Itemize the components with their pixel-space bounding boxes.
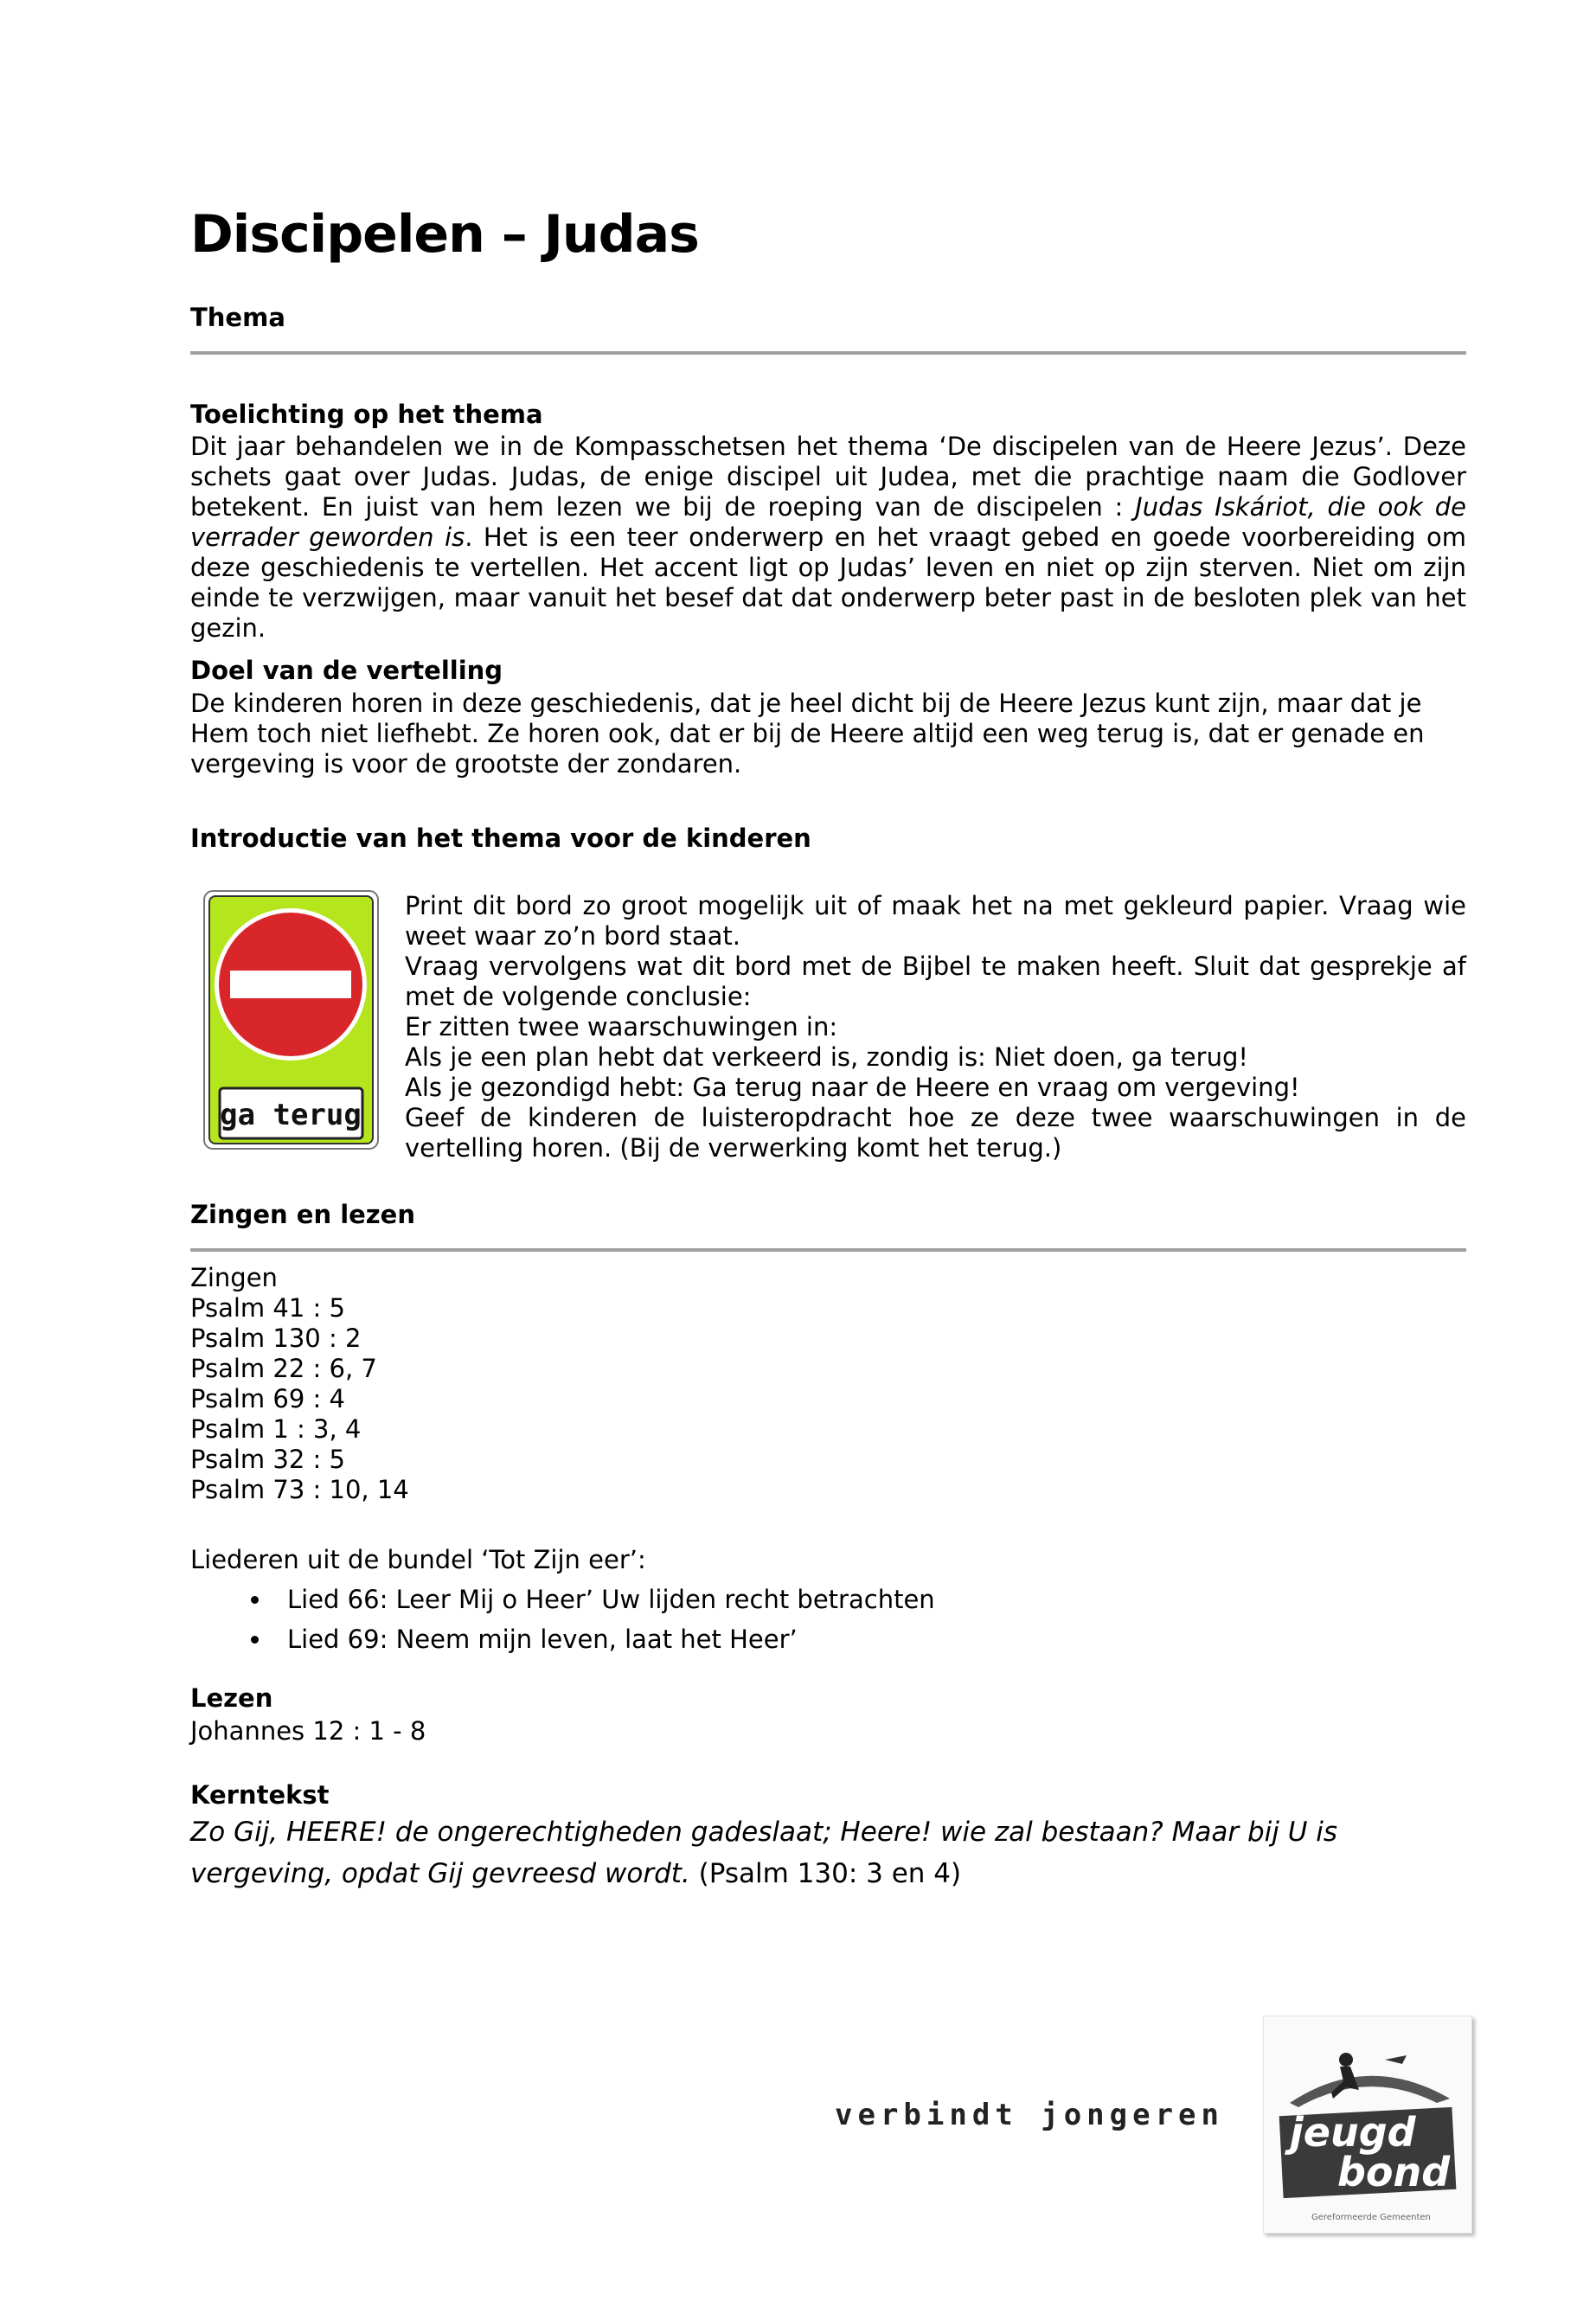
doel-text: De kinderen horen in deze geschiedenis, dat je heel dicht bij de Heere Jezus kunt zijn, maar dat je Hem toch niet liefhebt. Ze horen ook, dat er bij de Heere altijd een weg terug is, dat er genade en vergeving is voor de grootste der zondaren.	[190, 689, 1425, 779]
introductie-heading: Introductie van het thema voor de kinderen	[190, 824, 811, 853]
psalm-item: Psalm 1 : 3, 4	[190, 1414, 362, 1444]
toelichting-heading: Toelichting op het thema	[190, 400, 543, 429]
no-entry-sign-image	[202, 889, 380, 1150]
introductie-line: Print dit bord zo groot mogelijk uit of maak het na met gekleurd papier. Vraag wie weet waar zo’n bord staat.	[405, 891, 1466, 951]
psalm-item: Psalm 41 : 5	[190, 1293, 345, 1323]
toelichting-italic-quote: Judas Iskáriot, die ook de verrader geworden is	[190, 492, 1466, 552]
logo-word-2: bond	[1337, 2149, 1451, 2195]
page-title: Discipelen – Judas	[190, 204, 699, 265]
lezen-heading: Lezen	[190, 1683, 273, 1713]
zingen-heading: Zingen en lezen	[190, 1200, 415, 1229]
kerntekst-italic: Zo Gij, HEERE! de ongerechtigheden gadeslaat; Heere! wie zal bestaan? Maar bij U is vergeving, opdat Gij gevreesd wordt.	[190, 1817, 1338, 1889]
introductie-line: Als je gezondigd hebt: Ga terug naar de Heere en vraag om vergeving!	[405, 1073, 1300, 1102]
introductie-line: Geef de kinderen de luisteropdracht hoe ze deze twee waarschuwingen in de vertelling horen. (Bij de verwerking komt het terug.)	[405, 1103, 1466, 1163]
introductie-line: Als je een plan hebt dat verkeerd is, zondig is: Niet doen, ga terug!	[405, 1042, 1248, 1072]
introductie-line: Vraag vervolgens wat dit bord met de Bijbel te maken heeft. Sluit dat gesprekje af met de volgende conclusie:	[405, 952, 1466, 1011]
psalm-item: Psalm 32 : 5	[190, 1445, 345, 1474]
figure-icon	[1339, 2053, 1353, 2067]
kerntekst-heading: Kerntekst	[190, 1780, 330, 1810]
jeugdbond-logo-graphic	[1264, 2016, 1471, 2233]
zingen-label: Zingen	[190, 1263, 278, 1292]
kerntekst-quote	[190, 1811, 1466, 1894]
toelichting-text	[190, 432, 1466, 644]
lied-item: Lied 69: Neem mijn leven, laat het Heer’	[190, 1619, 1466, 1659]
footer-tagline: verbindt jongeren	[835, 2098, 1224, 2132]
thema-heading: Thema	[190, 303, 285, 332]
introductie-line: Er zitten twee waarschuwingen in:	[405, 1012, 838, 1042]
zingen-list	[190, 1263, 1466, 1505]
jeugdbond-logo	[1263, 2016, 1472, 2234]
psalm-item: Psalm 73 : 10, 14	[190, 1475, 409, 1504]
toelichting-text-part: Dit jaar behandelen we in de Kompasschetsen het thema ‘De discipelen van de Heere Jezus’. Deze schets gaat over Judas. Judas, de enige discipel uit Judea, met die prachtige naam die Godlover betekent. En juist van hem lezen we bij de roeping van de discipelen :	[190, 432, 1466, 522]
logo-word-1: jeugd	[1290, 2109, 1416, 2156]
lied-item: Lied 66: Leer Mij o Heer’ Uw lijden recht betrachten	[190, 1580, 1466, 1619]
introductie-text	[405, 891, 1466, 1163]
liederen-intro: Liederen uit de bundel ‘Tot Zijn eer’:	[190, 1545, 646, 1574]
divider	[190, 1248, 1466, 1252]
divider	[190, 351, 1466, 355]
logo-subtitle: Gereformeerde Gemeenten	[1311, 2213, 1431, 2222]
psalm-item: Psalm 22 : 6, 7	[190, 1354, 377, 1383]
doel-heading: Doel van de vertelling	[190, 656, 503, 685]
kerntekst-reference: (Psalm 130: 3 en 4)	[698, 1858, 962, 1889]
psalm-item: Psalm 130 : 2	[190, 1324, 362, 1353]
liederen-list	[190, 1580, 1466, 1659]
sign-label: ga terug	[220, 1098, 362, 1132]
toelichting-text-part: . Het is een teer onderwerp en het vraagt gebed en goede voorbereiding om deze geschiedenis te vertellen. Het accent ligt op Judas’ leven en niet op zijn sterven. Niet om zijn einde te verzwijgen, maar vanuit het besef dat dat onderwerp beter past in de besloten plek van het gezin.	[190, 522, 1466, 643]
psalm-item: Psalm 69 : 4	[190, 1384, 345, 1413]
lezen-text: Johannes 12 : 1 - 8	[190, 1716, 426, 1746]
